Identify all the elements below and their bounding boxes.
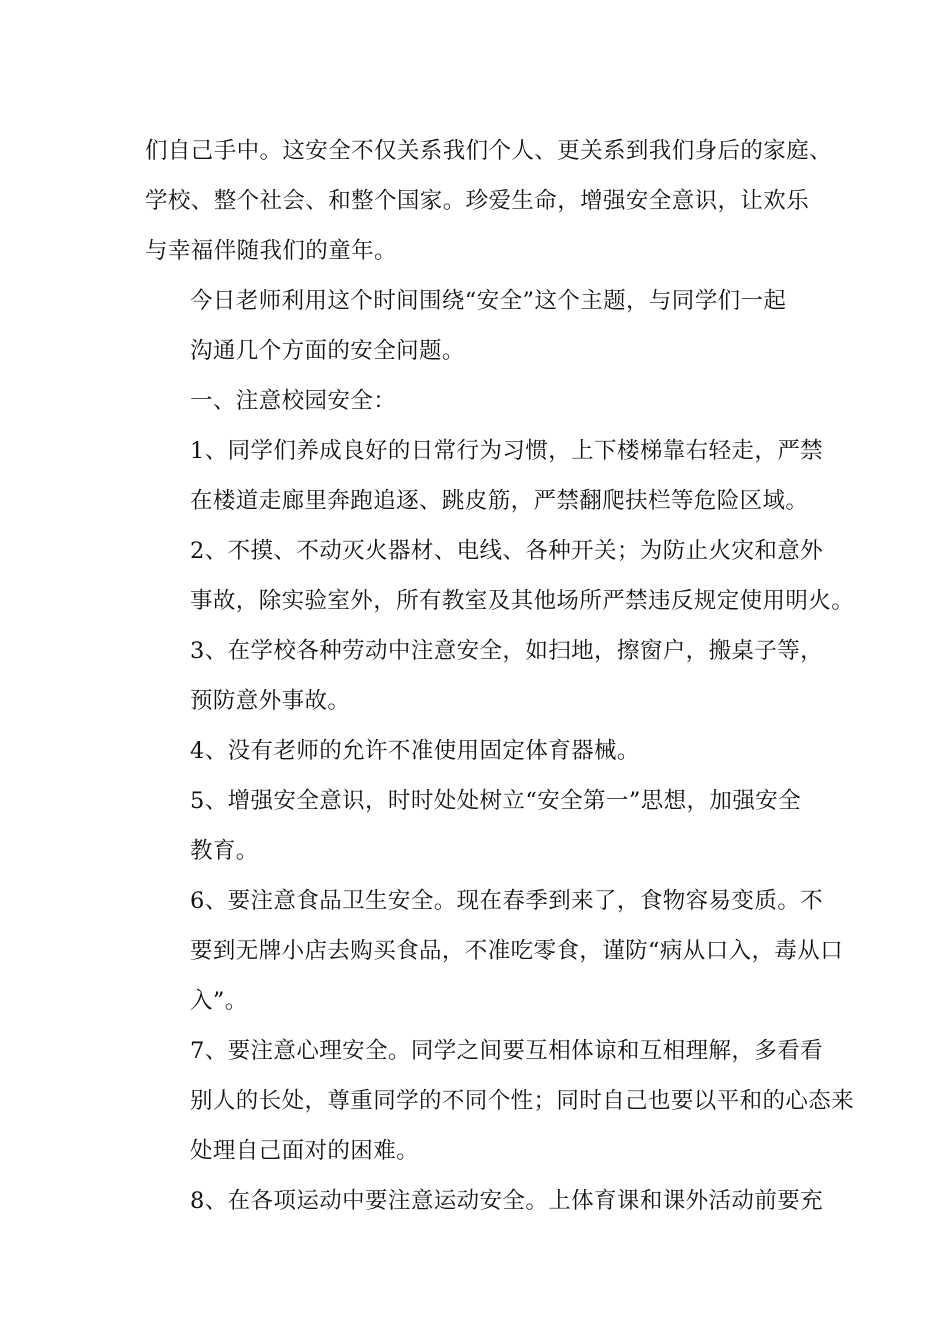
document-body	[145, 126, 855, 1226]
text-line: 7、要注意心理安全。同学之间要互相体谅和互相理解，多看看	[190, 1038, 824, 1064]
text-line: 3、在学校各种劳动中注意安全，如扫地，擦窗户，搬桌子等，	[190, 638, 824, 664]
paragraph-1	[145, 126, 833, 276]
list-item-6	[145, 876, 844, 1026]
list-item-1	[145, 426, 824, 526]
text-line: 们自己手中。这安全不仅关系我们个人、更关系到我们身后的家庭、	[145, 138, 833, 164]
section-heading	[145, 376, 815, 426]
text-line: 教育。	[190, 838, 259, 864]
text-line: 入”。	[190, 988, 248, 1014]
list-item-2	[145, 526, 855, 626]
list-item-4	[145, 726, 815, 776]
text-line: 5、增强安全意识，时时处处树立“安全第一”思想，加强安全	[190, 788, 802, 814]
list-item-8	[145, 1176, 824, 1226]
text-line: 2、不摸、不动灭火器材、电线、各种开关；为防止火灾和意外	[190, 538, 824, 564]
text-line: 6、要注意食品卫生安全。现在春季到来了，食物容易变质。不	[190, 888, 824, 914]
text-line: 1、同学们养成良好的日常行为习惯，上下楼梯靠右轻走，严禁	[190, 438, 824, 464]
text-line: 处理自己面对的困难。	[190, 1138, 420, 1164]
text-line: 学校、整个社会、和整个国家。珍爱生命，增强安全意识，让欢乐	[145, 188, 810, 214]
paragraph-2	[145, 276, 815, 376]
list-item-7	[145, 1026, 855, 1176]
text-line: 要到无牌小店去购买食品，不准吃零食，谨防“病从口入，毒从口	[190, 938, 844, 964]
text-line: 与幸福伴随我们的童年。	[145, 238, 397, 264]
text-line: 别人的长处，尊重同学的不同个性；同时自己也要以平和的心态来	[190, 1088, 855, 1114]
list-item-3	[145, 626, 824, 726]
text-line: 事故，除实验室外，所有教室及其他场所严禁违反规定使用明火。	[190, 588, 855, 614]
text-line: 在楼道走廊里奔跑追逐、跳皮筋，严禁翻爬扶栏等危险区域。	[190, 488, 809, 514]
list-item-5	[145, 776, 815, 876]
text-line: 一、注意校园安全：	[190, 388, 397, 414]
text-line: 沟通几个方面的安全问题。	[190, 338, 465, 364]
text-line: 8、在各项运动中要注意运动安全。上体育课和课外活动前要充	[190, 1188, 824, 1214]
text-line: 4、没有老师的允许不准使用固定体育器械。	[190, 738, 640, 764]
text-line: 预防意外事故。	[190, 688, 351, 714]
text-line: 今日老师利用这个时间围绕“安全”这个主题，与同学们一起	[190, 288, 787, 314]
